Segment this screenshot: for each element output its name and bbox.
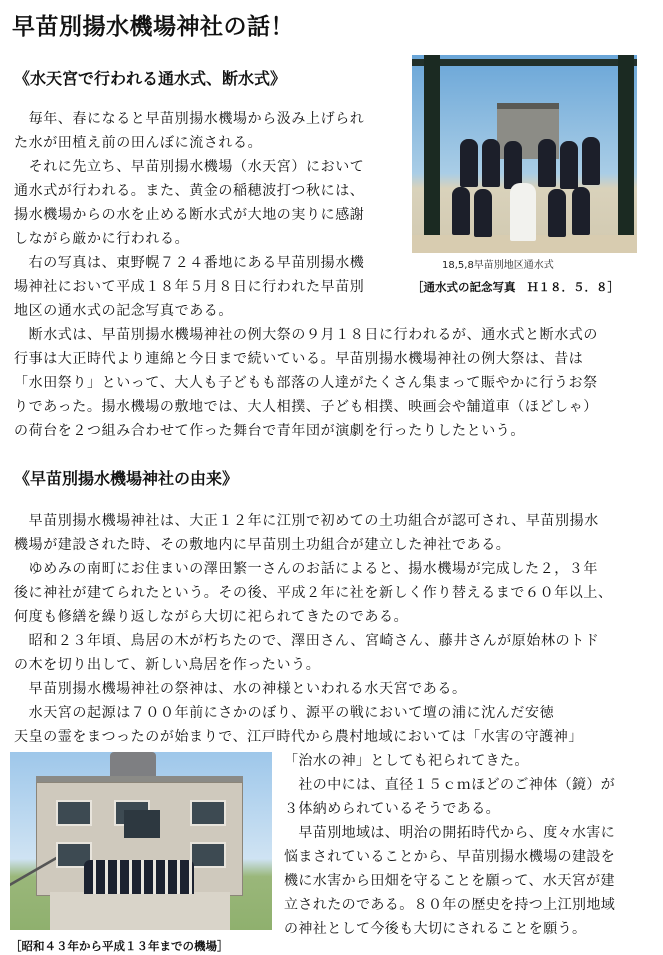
- text-line: 機場が建設された時、その敷地内に早苗別土功組合が建立した神社である。: [14, 537, 511, 553]
- text-line: 断水式は、早苗別揚水機場神社の例大祭の９月１８日に行われるが、通水式と断水式の: [14, 327, 598, 343]
- text-line: 右の写真は、東野幌７２４番地にある早苗別揚水機: [14, 255, 365, 271]
- text-line: 機に水害から田畑を守ることを願って、水天宮が建: [284, 873, 615, 889]
- text-line: 地区の通水式の記念写真である。: [14, 303, 233, 319]
- person: [482, 139, 500, 187]
- window: [190, 800, 226, 826]
- text-line: 立されたのである。８０年の歴史を持つ上江別地域: [284, 897, 616, 913]
- torii-pillar-right: [618, 55, 634, 253]
- section2-heading: 《早苗別揚水機場神社の由来》: [14, 469, 239, 488]
- pumping-station-photo: [10, 752, 272, 930]
- text-line: 早苗別揚水機場神社の祭神は、水の神様といわれる水天宮である。: [14, 681, 467, 697]
- torii-beam: [412, 59, 637, 66]
- text-line: 天皇の霊をまつったのが始まりで、江戸時代から農村地域においては「水害の守護神」: [14, 729, 583, 745]
- gravel-path: [50, 892, 230, 930]
- text-line: 「水田祭り」といって、大人も子どもも部落の人達がたくさん集まって賑やかに行うお祭: [14, 375, 598, 391]
- text-line: ３体納められているそうである。: [284, 801, 500, 817]
- person: [452, 187, 470, 235]
- text-line: それに先立ち、早苗別揚水機場（水天宮）において: [14, 159, 365, 175]
- window: [56, 800, 92, 826]
- text-line: 後に神社が建てられたという。その後、平成２年に社を新しく作り替えるまで６０年以上、: [14, 585, 613, 601]
- text-line: 揚水機場からの水を止める断水式が大地の実りに感謝: [14, 207, 365, 223]
- door: [124, 810, 160, 838]
- text-line: 水天宮の起源は７００年前にさかのぼり、源平の戦において壇の浦に沈んだ安徳: [14, 705, 555, 721]
- text-line: 何度も修繕を繰り返しながら大切に祀られてきたのである。: [14, 609, 409, 625]
- photo-inner-label: 18,5,8早苗別地区通水式: [442, 260, 554, 270]
- section1-narrow-paragraph: [14, 107, 364, 323]
- text-line: 「治水の神」としても祀られてきた。: [284, 753, 529, 769]
- text-line: りであった。揚水機場の敷地では、大人相撲、子ども相撲、映画会や舗道車（ほどしゃ）: [14, 399, 598, 415]
- section1-heading: 《水天宮で行われる通水式、断水式》: [14, 69, 287, 88]
- text-line: 通水式が行われる。また、黄金の稲穂波打つ秋には、: [14, 183, 365, 199]
- text-line: た水が田植え前の田んぼに流される。: [14, 135, 263, 151]
- text-line: 悩まされていることから、早苗別揚水機場の建設を: [284, 849, 616, 865]
- text-line: 行事は大正時代より連綿と今日まで続いている。早苗別揚水機場神社の例大祭は、昔は: [14, 351, 584, 367]
- person: [560, 141, 578, 189]
- section2-wide-paragraph: [14, 509, 613, 749]
- window: [190, 842, 226, 868]
- person: [460, 139, 478, 187]
- section1-wide-paragraph: [14, 323, 598, 443]
- railing: [10, 857, 56, 930]
- section2-narrow-paragraph: [284, 749, 615, 941]
- photo2-caption: ［昭和４３年から平成１３年までの機場］: [10, 939, 229, 953]
- group-of-people: [84, 860, 194, 894]
- text-line: しながら厳かに行われる。: [14, 231, 190, 247]
- text-line: 社の中には、直径１５ｃｍほどのご神体（鏡）が: [284, 777, 616, 793]
- text-line: 早苗別揚水機場神社は、大正１２年に江別で初めての土功組合が認可され、早苗別揚水: [14, 513, 599, 529]
- tsusuishiki-photo: [412, 55, 637, 270]
- person: [582, 137, 600, 185]
- text-line: 早苗別地域は、明治の開拓時代から、度々水害に: [284, 825, 616, 841]
- torii-pillar-left: [424, 55, 440, 253]
- photo1-caption: ［通水式の記念写真 Ｈ１８．５．８］: [412, 280, 619, 294]
- roof-tower: [110, 752, 156, 778]
- text-line: 毎年、春になると早苗別揚水機場から汲み上げられ: [14, 111, 365, 127]
- page-title: 早苗別揚水機場神社の話！: [12, 14, 294, 40]
- person: [474, 189, 492, 237]
- person: [548, 189, 566, 237]
- text-line: の木を切り出して、新しい鳥居を作ったいう。: [14, 657, 321, 673]
- person: [504, 141, 522, 189]
- person: [572, 187, 590, 235]
- priest: [510, 183, 536, 241]
- text-line: の荷台を２つ組み合わせて作った舞台で青年団が演劇を行ったりしたという。: [14, 423, 525, 439]
- person: [538, 139, 556, 187]
- text-line: の神社として今後も大切にされることを願う。: [284, 921, 587, 937]
- text-line: 場神社において平成１８年５月８日に行われた早苗別: [14, 279, 365, 295]
- text-line: ゆめみの南町にお住まいの澤田繁一さんのお話によると、揚水機場が完成した２，３年: [14, 561, 598, 577]
- text-line: 昭和２３年頃、鳥居の木が朽ちたので、澤田さん、宮崎さん、藤井さんが原始林のトド: [14, 633, 600, 649]
